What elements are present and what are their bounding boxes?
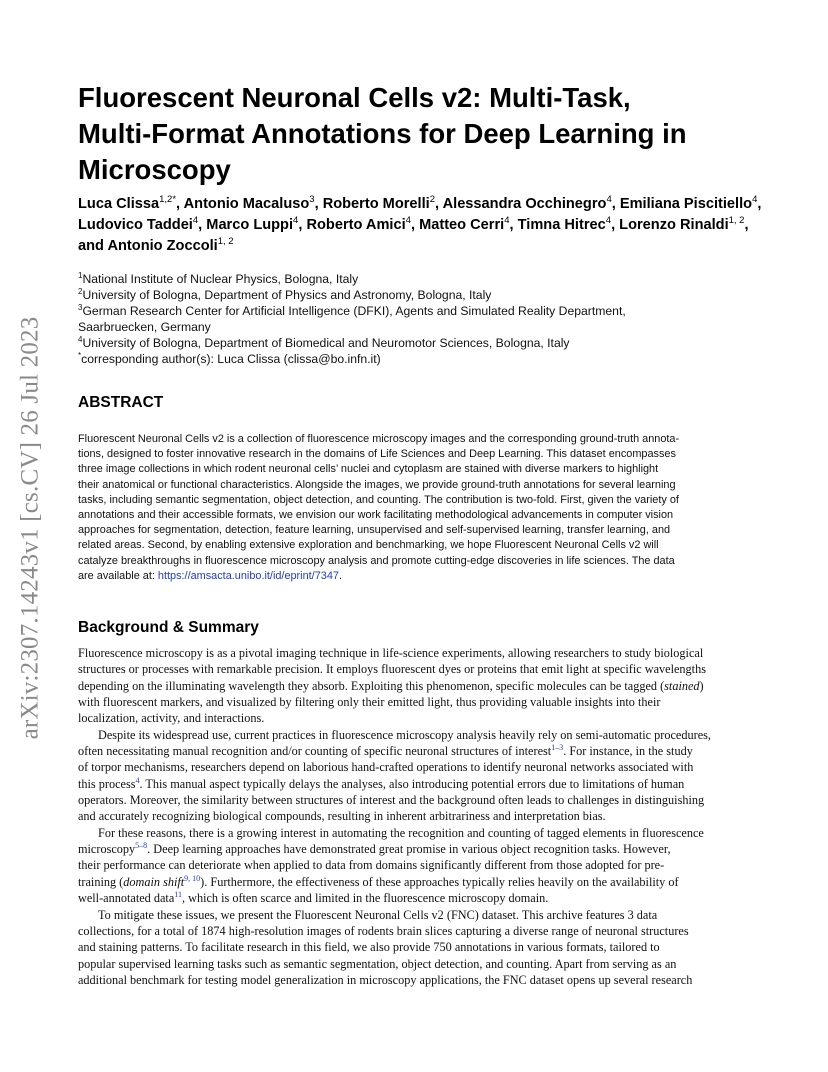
author-name: Lorenzo Rinaldi [619,217,729,233]
abstract-body [78,432,750,584]
author-separator: , [314,196,323,212]
author-separator: , [298,217,307,233]
paragraph-line [78,776,752,792]
author-separator: , [611,217,620,233]
author-affiliation-mark: 4 [605,215,612,227]
text-run: popular supervised learning tasks such as semantic segmentation, object detection, and counting. Apart from serving as an [78,956,677,971]
citation-ref[interactable]: 1–3 [551,742,564,752]
affiliation-text: University of Bologna, Department of Physics and Astronomy, Bologna, Italy [82,288,492,302]
text-run: their performance can deteriorate when applied to data from domains significantly different from those adopted for pre- [78,858,665,873]
affiliations [78,271,758,367]
text-run: microscopy [78,842,136,857]
affiliation-row [78,335,758,351]
citation-ref[interactable]: 5–8 [135,841,148,851]
text-run: well-annotated data [78,891,175,906]
affiliation-mark: * [78,350,82,360]
abstract-line: tions, designed to foster innovative research in the domains of Life Sciences and Deep Learning. This dataset encompasses [78,448,676,461]
abstract-line: annotations and their accessible formats, we envision our work facilitating methodological advancements in computer vision [78,509,674,522]
background-heading: Background & Summary [78,619,259,636]
abstract-line: their anatomical or functional characteristics. Alongside the images, we provide ground-truth annotations for several learning [78,478,676,491]
arxiv-identifier-text: arXiv:2307.14243v1 [cs.CV] 26 Jul 2023 [16,316,44,739]
citation-ref[interactable]: 9, 10 [184,873,201,883]
text-run: and staining patterns. To facilitate research in this field, we also provide 750 annotations in various formats, tailored to [78,940,660,955]
abstract-line: three image collections in which rodent neuronal cells’ nuclei and cytoplasm are stained with diverse markers to highlight [78,463,659,476]
affiliation-row [78,271,758,287]
text-run: operators. Moreover, the similarity between structures of interest and the background often leads to challenges in distinguishing [78,793,705,808]
author-affiliation-mark: 1, 2 [728,215,745,227]
text-run: . Deep learning approaches have demonstrated great promise in various object recognition tasks. However, [147,842,671,857]
author-name: Luca Clissa [78,196,160,212]
paragraph-line [78,678,752,694]
paragraph-line [78,645,752,661]
author-affiliation-mark: 1, 2 [217,236,234,248]
text-run: collections, for a total of 1874 high-resolution images of rodents brain slices capturing a diverse range of neuronal structures [78,923,689,938]
data-availability-link[interactable]: https://amsacta.unibo.it/id/eprint/7347 [157,569,339,582]
text-run: additional benchmark for testing model generalization in microscopy applications, the FNC dataset opens up several research [78,972,693,987]
citation-ref[interactable]: 11 [174,890,182,900]
paragraph-line [78,694,752,710]
author-name: Roberto Morelli [322,196,430,212]
text-run: . For instance, in the study [563,744,693,759]
author-affiliation-mark: 3 [309,194,315,206]
paragraph-line [78,808,752,824]
author-affiliation-mark: 4 [293,215,299,227]
text-run: To mitigate these issues, we present the Fluorescent Neuronal Cells v2 (FNC) dataset. This archive features 3 data [98,907,658,922]
text-run: Despite its widespread use, current practices in fluorescence microscopy analysis heavily rely on semi-automatic procedures, [98,727,711,742]
text-run: . This manual aspect typically delays the analyses, also introducing potential errors due to limitations of human [139,776,685,791]
author-name: Emiliana Piscitiello [619,196,753,212]
affiliation-mark: 3 [78,302,83,312]
abstract-heading: ABSTRACT [78,394,164,411]
affiliation-text: corresponding author(s): Luca Clissa (clissa@bo.infn.it) [81,352,381,366]
author-affiliation-mark: 4 [752,194,758,206]
abstract-availability-text: are available at: [78,569,158,582]
author-name: Alessandra Occhinegro [442,196,607,212]
paragraph-line [78,727,752,743]
author-separator: , [611,196,620,212]
author-affiliation-mark: 2 [429,194,436,206]
paragraph-line [78,710,752,726]
author-affiliation-mark: 4 [504,215,510,227]
paragraph-line [78,923,752,939]
author-separator: , [509,217,518,233]
paragraph-line [78,874,752,890]
paper-title [78,80,758,188]
text-run: this process [78,776,136,791]
affiliation-row [78,319,758,335]
text-run: and accurately recognizing biological compounds, resulting in inherent arbitrariness and interpretation bias. [78,809,606,824]
abstract-line: Fluorescent Neuronal Cells v2 is a collection of fluorescence microscopy images and the corresponding ground-truth annota- [78,433,680,445]
affiliation-row [78,351,758,367]
author-affiliation-mark: 1,2* [159,194,177,206]
text-run: ). Furthermore, the effectiveness of these approaches typically relies heavily on the availability of [200,874,679,889]
affiliation-text: University of Bologna, Department of Biomedical and Neuromotor Sciences, Bologna, Italy [82,336,570,350]
paragraph-line [78,743,752,759]
text-run: of torpor mechanisms, researchers depend on laborious hand-crafted operations to identify neuronal networks associated with [78,760,694,775]
author-affiliation-mark: 4 [192,215,199,227]
affiliation-row [78,303,758,319]
paragraph-line [78,825,752,841]
title-line: Fluorescent Neuronal Cells v2: Multi-Task, [78,82,631,113]
abstract-line [78,569,750,584]
abstract-line: approaches for segmentation, detection, feature learning, unsupervised and self-supervised learning, transfer learning, and [78,524,671,537]
paragraph-line [78,792,752,808]
author-separator: , [757,196,762,212]
background-body [78,645,752,988]
text-run: structures or processes with remarkable precision. It employs fluorescent dyes or proteins that emit light at specific wavelengths [78,662,706,677]
paragraph-line [78,907,752,923]
author-separator: , [435,196,443,212]
affiliation-row [78,287,758,303]
author-name: Timna Hitrec [517,217,606,233]
paragraph-line [78,857,752,873]
text-run: Fluorescence microscopy is as a pivotal imaging technique in life-science experiments, allowing researchers to study biological [78,646,704,660]
affiliation-text: German Research Center for Artificial Intelligence (DFKI), Agents and Simulated Reality Department, [82,304,626,318]
author-separator: , and [78,217,749,254]
arxiv-identifier-stamp [8,290,52,765]
author-separator: , [198,217,207,233]
abstract-line: catalyze breakthroughs in fluorescence microscopy analysis and promote cutting-edge discoveries in life sciences. The data [78,554,675,567]
author-name: Ludovico Taddei [78,217,193,233]
title-line: Microscopy [78,154,231,185]
paragraph-line [78,939,752,955]
paragraph-line [78,956,752,972]
paragraph-line [78,890,752,906]
paragraph-line [78,759,752,775]
affiliation-mark: 2 [78,286,83,296]
paragraph-line [78,841,752,857]
abstract-availability-suffix: . [338,569,342,582]
text-run: , which is often scarce and limited in the fluorescence microscopy domain. [181,891,549,906]
author-name: Antonio Zoccoli [107,238,218,254]
author-separator: , [410,217,420,233]
text-run: training ( [78,874,124,889]
author-list [78,194,768,257]
author-affiliation-mark: 4 [606,194,612,206]
paragraph-line [78,661,752,677]
author-name: Matteo Cerri [419,217,505,233]
citation-ref[interactable]: 4 [135,775,140,785]
author-name: Antonio Macaluso [183,196,310,212]
affiliation-text: Saarbruecken, Germany [78,320,211,334]
author-name: Marco Luppi [206,217,294,233]
author-affiliation-mark: 4 [405,215,411,227]
abstract-line: related areas. Second, by enabling extensive exploration and benchmarking, we hope Fluorescent Neuronal Cells v2 will [78,539,659,552]
text-run: ) [699,678,704,693]
emphasized-term: domain shift [123,874,185,889]
emphasized-term: stained [664,678,700,693]
text-run: depending on the illuminating wavelength they absorb. Exploiting this phenomenon, specific molecules can be tagged ( [78,678,665,693]
author-name: Roberto Amici [306,217,406,233]
author-separator: , [176,196,184,212]
text-run: often necessitating manual recognition and/or counting of specific neuronal structures of interest [78,744,552,759]
abstract-line: tasks, including semantic segmentation, object detection, and counting. The contribution is two-fold. First, given the variety of [78,493,679,506]
text-run: For these reasons, there is a growing interest in automating the recognition and counting of tagged elements in fluorescence [98,825,704,840]
affiliation-mark: 1 [78,270,83,280]
text-run: with fluorescent markers, and visualized by filtering only their emitted light, thus providing valuable insights into their [78,695,661,710]
paragraph-line [78,972,752,988]
affiliation-text: National Institute of Nuclear Physics, Bologna, Italy [82,272,359,286]
affiliation-mark: 4 [78,334,83,344]
title-line: Multi-Format Annotations for Deep Learning in [78,118,687,149]
text-run: localization, activity, and interactions. [78,711,265,726]
